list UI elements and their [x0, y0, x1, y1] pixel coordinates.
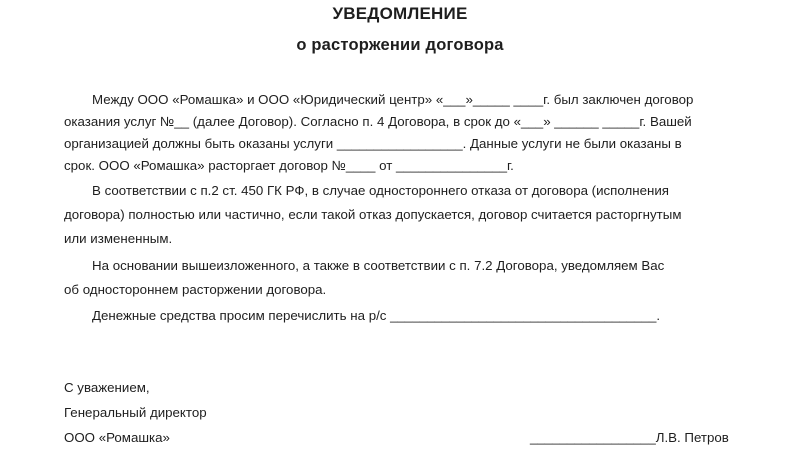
document-title: УВЕДОМЛЕНИЕ — [332, 4, 468, 23]
closing-regards: С уважением, — [64, 380, 150, 395]
body-line-5: В соответствии с п.2 ст. 450 ГК РФ, в случае одностороннего отказа от договора (исполнения — [92, 183, 669, 198]
closing-position: Генеральный директор — [64, 405, 207, 420]
body-line-9: об одностороннем расторжении договора. — [64, 282, 327, 297]
body-line-3: организацией должны быть оказаны услуги _________________. Данные услуги не были оказаны в — [64, 136, 682, 151]
closing-company: ООО «Ромашка» — [64, 430, 170, 445]
body-line-6: договора) полностью или частично, если такой отказ допускается, договор считается расторгнутым — [64, 207, 682, 222]
body-line-4: срок. ООО «Ромашка» расторгает договор №____ от _______________г. — [64, 158, 514, 173]
body-line-7: или измененным. — [64, 231, 173, 246]
body-line-10: Денежные средства просим перечислить на р/с ____________________________________. — [92, 308, 661, 323]
body-line-1: Между ООО «Ромашка» и ООО «Юридический центр» «___»_____ ____г. был заключен договор — [92, 92, 694, 107]
document-subtitle: о расторжении договора — [296, 36, 504, 54]
signature-line: _________________Л.В. Петров — [530, 430, 729, 445]
body-line-2: оказания услуг №__ (далее Договор). Согласно п. 4 Договора, в срок до «___» ______ _____г. Вашей — [64, 114, 692, 129]
body-line-8: На основании вышеизложенного, а также в соответствии с п. 7.2 Договора, уведомляем Вас — [92, 258, 665, 273]
